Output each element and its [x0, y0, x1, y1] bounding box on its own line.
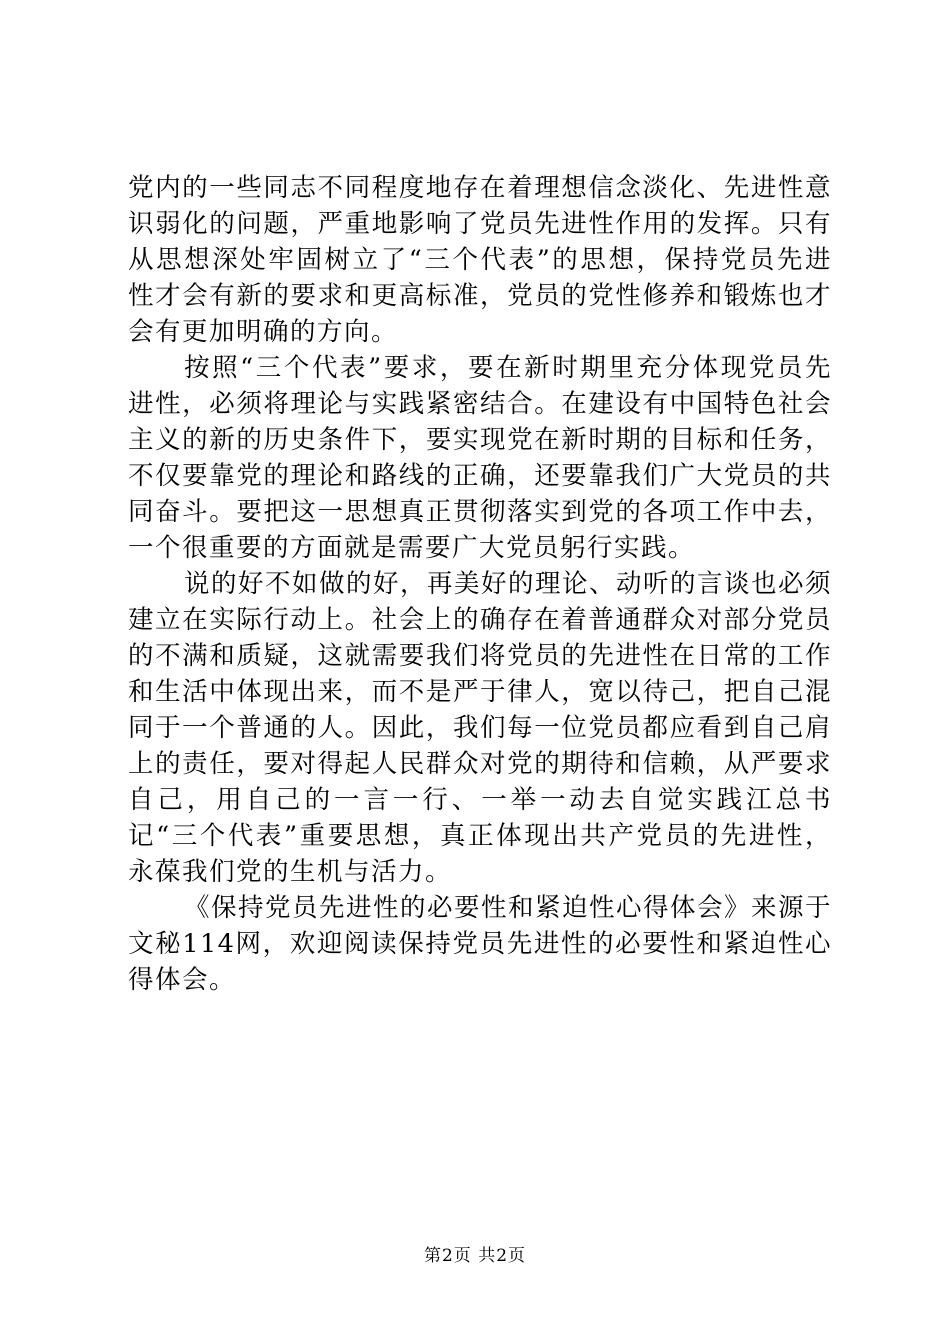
paragraph-1: 党内的一些同志不同程度地存在着理想信念淡化、先进性意识弱化的问题，严重地影响了党员先进性作用的发挥。只有从思想深处牢固树立了“三个代表”的思想，保持党员先进性才会有新的要求和更高标准，党员的党性修养和锻炼也才会有更加明确的方向。	[128, 173, 832, 347]
paragraph-2: 按照“三个代表”要求，要在新时期里充分体现党员先进性，必须将理论与实践紧密结合。在建设有中国特色社会主义的新的历史条件下，要实现党在新时期的目标和任务，不仅要靠党的理论和路线的正确，还要靠我们广大党员的共同奋斗。要把这一思想真正贯彻落实到党的各项工作中去，一个很重要的方面就是需要广大党员躬行实践。	[128, 353, 832, 563]
paragraph-4: 《保持党员先进性的必要性和紧迫性心得体会》来源于文秘114网，欢迎阅读保持党员先进性的必要性和紧迫性心得体会。	[128, 893, 833, 995]
document-body	[128, 170, 832, 998]
paragraph-3: 说的好不如做的好，再美好的理论、动听的言谈也必须建立在实际行动上。社会上的确存在着普通群众对部分党员的不满和质疑，这就需要我们将党员的先进性在日常的工作和生活中体现出来，而不是严于律人，宽以待己，把自己混同于一个普通的人。因此，我们每一位党员都应看到自己肩上的责任，要对得起人民群众对党的期待和信赖，从严要求自己，用自己的一言一行、一举一动去自觉实践江总书记“三个代表”重要思想，真正体现出共产党员的先进性，永葆我们党的生机与活力。	[128, 569, 833, 887]
page-number-footer: 第2页 共2页	[423, 1246, 527, 1266]
